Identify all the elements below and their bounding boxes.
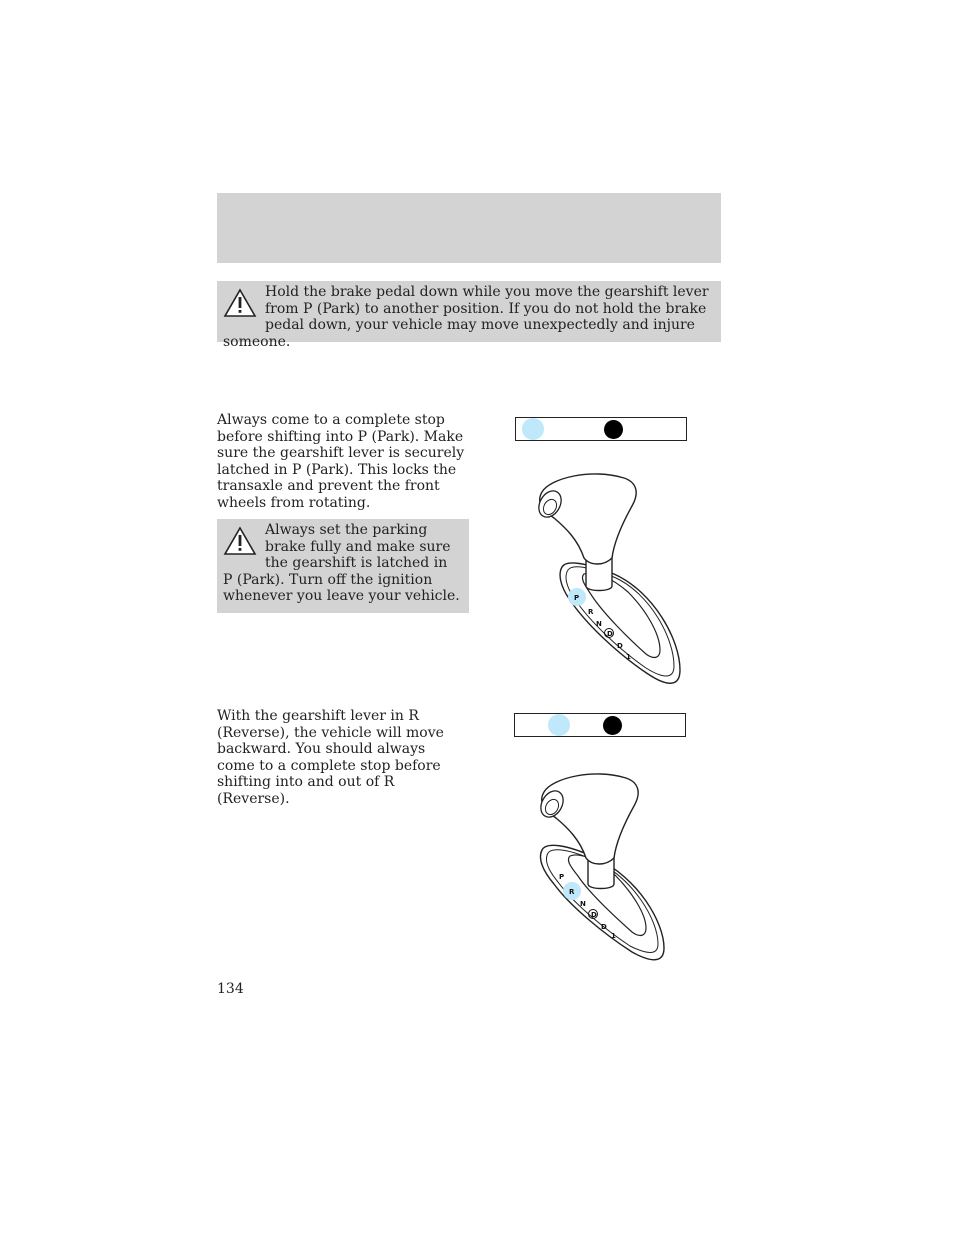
gear-label-d: D [601, 923, 607, 931]
gear-label-n: N [580, 900, 586, 908]
indicator-light-icon [548, 714, 570, 736]
warning-triangle-icon [223, 526, 257, 556]
warning-text-brake: Hold the brake pedal down while you move the gearshift lever from P (Park) to another position. If you do not hold the brake pedal down, your vehicle may move unexpectedly and injure someone. [223, 284, 709, 350]
warning-box-brake [217, 281, 721, 350]
section-header-band [217, 193, 721, 263]
page-number: 134 [217, 981, 244, 997]
warning-triangle-icon [223, 288, 257, 318]
gearshift-illustration-reverse [520, 772, 695, 967]
gear-label-od: D [607, 630, 613, 638]
reverse-paragraph: With the gearshift lever in R (Reverse), the vehicle will move backward. You should always come to a complete stop before shifting into and out of R (Reverse). [217, 708, 444, 807]
gear-label-r: R [569, 888, 575, 896]
indicator-light-icon [522, 418, 544, 440]
gear-label-1: 1 [611, 932, 616, 940]
warning-box-parking-brake [217, 519, 469, 613]
gear-label-d: D [617, 642, 623, 650]
gear-label-od: D [591, 911, 597, 919]
gear-label-1: 1 [626, 653, 631, 661]
gear-label-n: N [596, 620, 602, 628]
indicator-dark-icon [604, 420, 623, 439]
warning-text-parking-brake: Always set the parking brake fully and make sure the gearshift is latched in P (Park). Turn off the ignition whenever you leave your vehicle. [223, 522, 460, 604]
park-paragraph: Always come to a complete stop before shifting into P (Park). Make sure the gearshift lever is securely latched in P (Park). This locks the transaxle and prevent the front wheels from rotating. [217, 412, 465, 511]
gear-label-r: R [588, 608, 594, 616]
gearshift-illustration-park [520, 470, 695, 690]
gear-indicator-park [515, 417, 687, 441]
gear-label-p: P [559, 873, 565, 881]
gear-indicator-reverse [514, 713, 686, 737]
indicator-dark-icon [603, 716, 622, 735]
gear-label-p: P [574, 594, 580, 602]
